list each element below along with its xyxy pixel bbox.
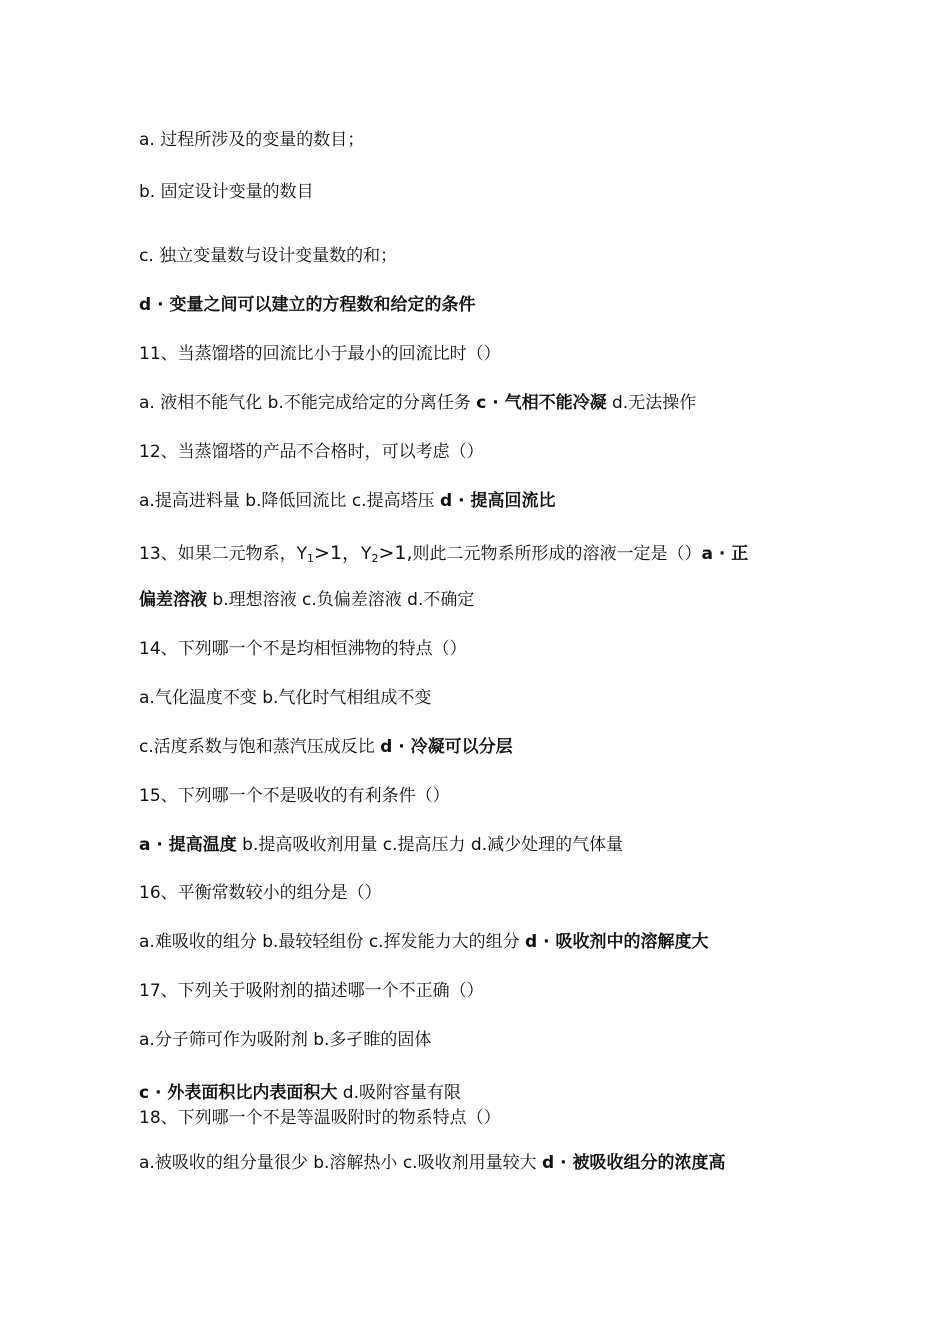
- question-15: [139, 784, 839, 808]
- answer-text: d · 被吸收组分的浓度高: [541, 1153, 726, 1173]
- line-text: c. 独立变量数与设计变量数的和；: [139, 246, 398, 266]
- line-text: a.气化温度不变 b.气化时气相组成不变: [139, 688, 432, 708]
- line-text: 则此二元物系所形成的溶液一定是（）: [412, 544, 702, 564]
- question-16: [139, 881, 839, 905]
- options-12: [139, 489, 839, 513]
- line-text: >1,: [378, 542, 413, 564]
- line-text: 2: [371, 552, 379, 565]
- line-text: d.吸附容量有限: [337, 1083, 461, 1103]
- line-text: 14、下列哪一个不是均相恒沸物的特点（）: [139, 639, 467, 659]
- line-l3: [139, 244, 839, 268]
- line-text: a.难吸收的组分 b.最较轻组份 c.挥发能力大的组分: [139, 932, 525, 952]
- line-text: 12、当蒸馏塔的产品不合格时，可以考虑（）: [139, 442, 484, 462]
- line-text: 13、如果二元物系，: [139, 544, 297, 564]
- options-11: [139, 391, 839, 415]
- answer-text: a · 正: [701, 544, 749, 564]
- options-13: [139, 588, 839, 612]
- line-text: a.提高进料量 b.降低回流比 c.提高塔压: [139, 491, 440, 511]
- answer-text: c · 气相不能冷凝: [476, 393, 607, 413]
- options-17a: [139, 1028, 839, 1052]
- question-17: [139, 979, 839, 1003]
- answer-text: 偏差溶液: [139, 590, 207, 610]
- question-18: [139, 1106, 839, 1130]
- line-text: 11、当蒸馏塔的回流比小于最小的回流比时（）: [139, 344, 501, 364]
- answer-text: d · 变量之间可以建立的方程数和给定的条件: [139, 295, 476, 315]
- line-text: 15、下列哪一个不是吸收的有利条件（）: [139, 786, 450, 806]
- question-12: [139, 440, 839, 464]
- question-13: [139, 541, 839, 571]
- line-text: Y: [296, 544, 308, 564]
- answer-text: c · 外表面积比内表面积大: [139, 1083, 338, 1103]
- options-18: [139, 1151, 839, 1175]
- line-text: >1，: [314, 542, 362, 564]
- line-text: a. 液相不能气化 b.不能完成给定的分离任务: [139, 393, 477, 413]
- line-l1: [139, 128, 839, 152]
- line-text: b.提高吸收剂用量 c.提高压力 d.减少处理的气体量: [236, 835, 624, 855]
- line-text: a.被吸收的组分量很少 b.溶解热小 c.吸收剂用量较大: [139, 1153, 542, 1173]
- question-14: [139, 637, 839, 661]
- answer-text: d · 冷凝可以分层: [380, 737, 513, 757]
- options-15: [139, 833, 839, 857]
- line-text: 1: [307, 552, 315, 565]
- options-14b: [139, 735, 839, 759]
- line-text: b.理想溶液 c.负偏差溶液 d.不确定: [207, 590, 475, 610]
- options-16: [139, 930, 839, 954]
- answer-text: d · 吸收剂中的溶解度大: [524, 932, 709, 952]
- line-l2: [139, 180, 839, 204]
- line-text: b. 固定设计变量的数目: [139, 182, 314, 202]
- line-text: 16、平衡常数较小的组分是（）: [139, 883, 382, 903]
- line-text: Y: [361, 544, 372, 564]
- line-text: a. 过程所涉及的变量的数目；: [139, 130, 365, 150]
- line-text: 18、下列哪一个不是等温吸附时的物系特点（）: [139, 1108, 501, 1128]
- line-l4: [139, 293, 839, 317]
- options-17b: [139, 1081, 839, 1105]
- answer-text: d · 提高回流比: [439, 491, 556, 511]
- answer-text: a · 提高温度: [139, 835, 237, 855]
- line-text: d.无法操作: [606, 393, 697, 413]
- line-text: a.分子筛可作为吸附剂 b.多孑睢的固体: [139, 1030, 432, 1050]
- line-text: c.活度系数与饱和蒸汽压成反比: [139, 737, 381, 757]
- line-text: 17、下列关于吸附剂的描述哪一个不正确（）: [139, 981, 484, 1001]
- question-11: [139, 342, 839, 366]
- options-14a: [139, 686, 839, 710]
